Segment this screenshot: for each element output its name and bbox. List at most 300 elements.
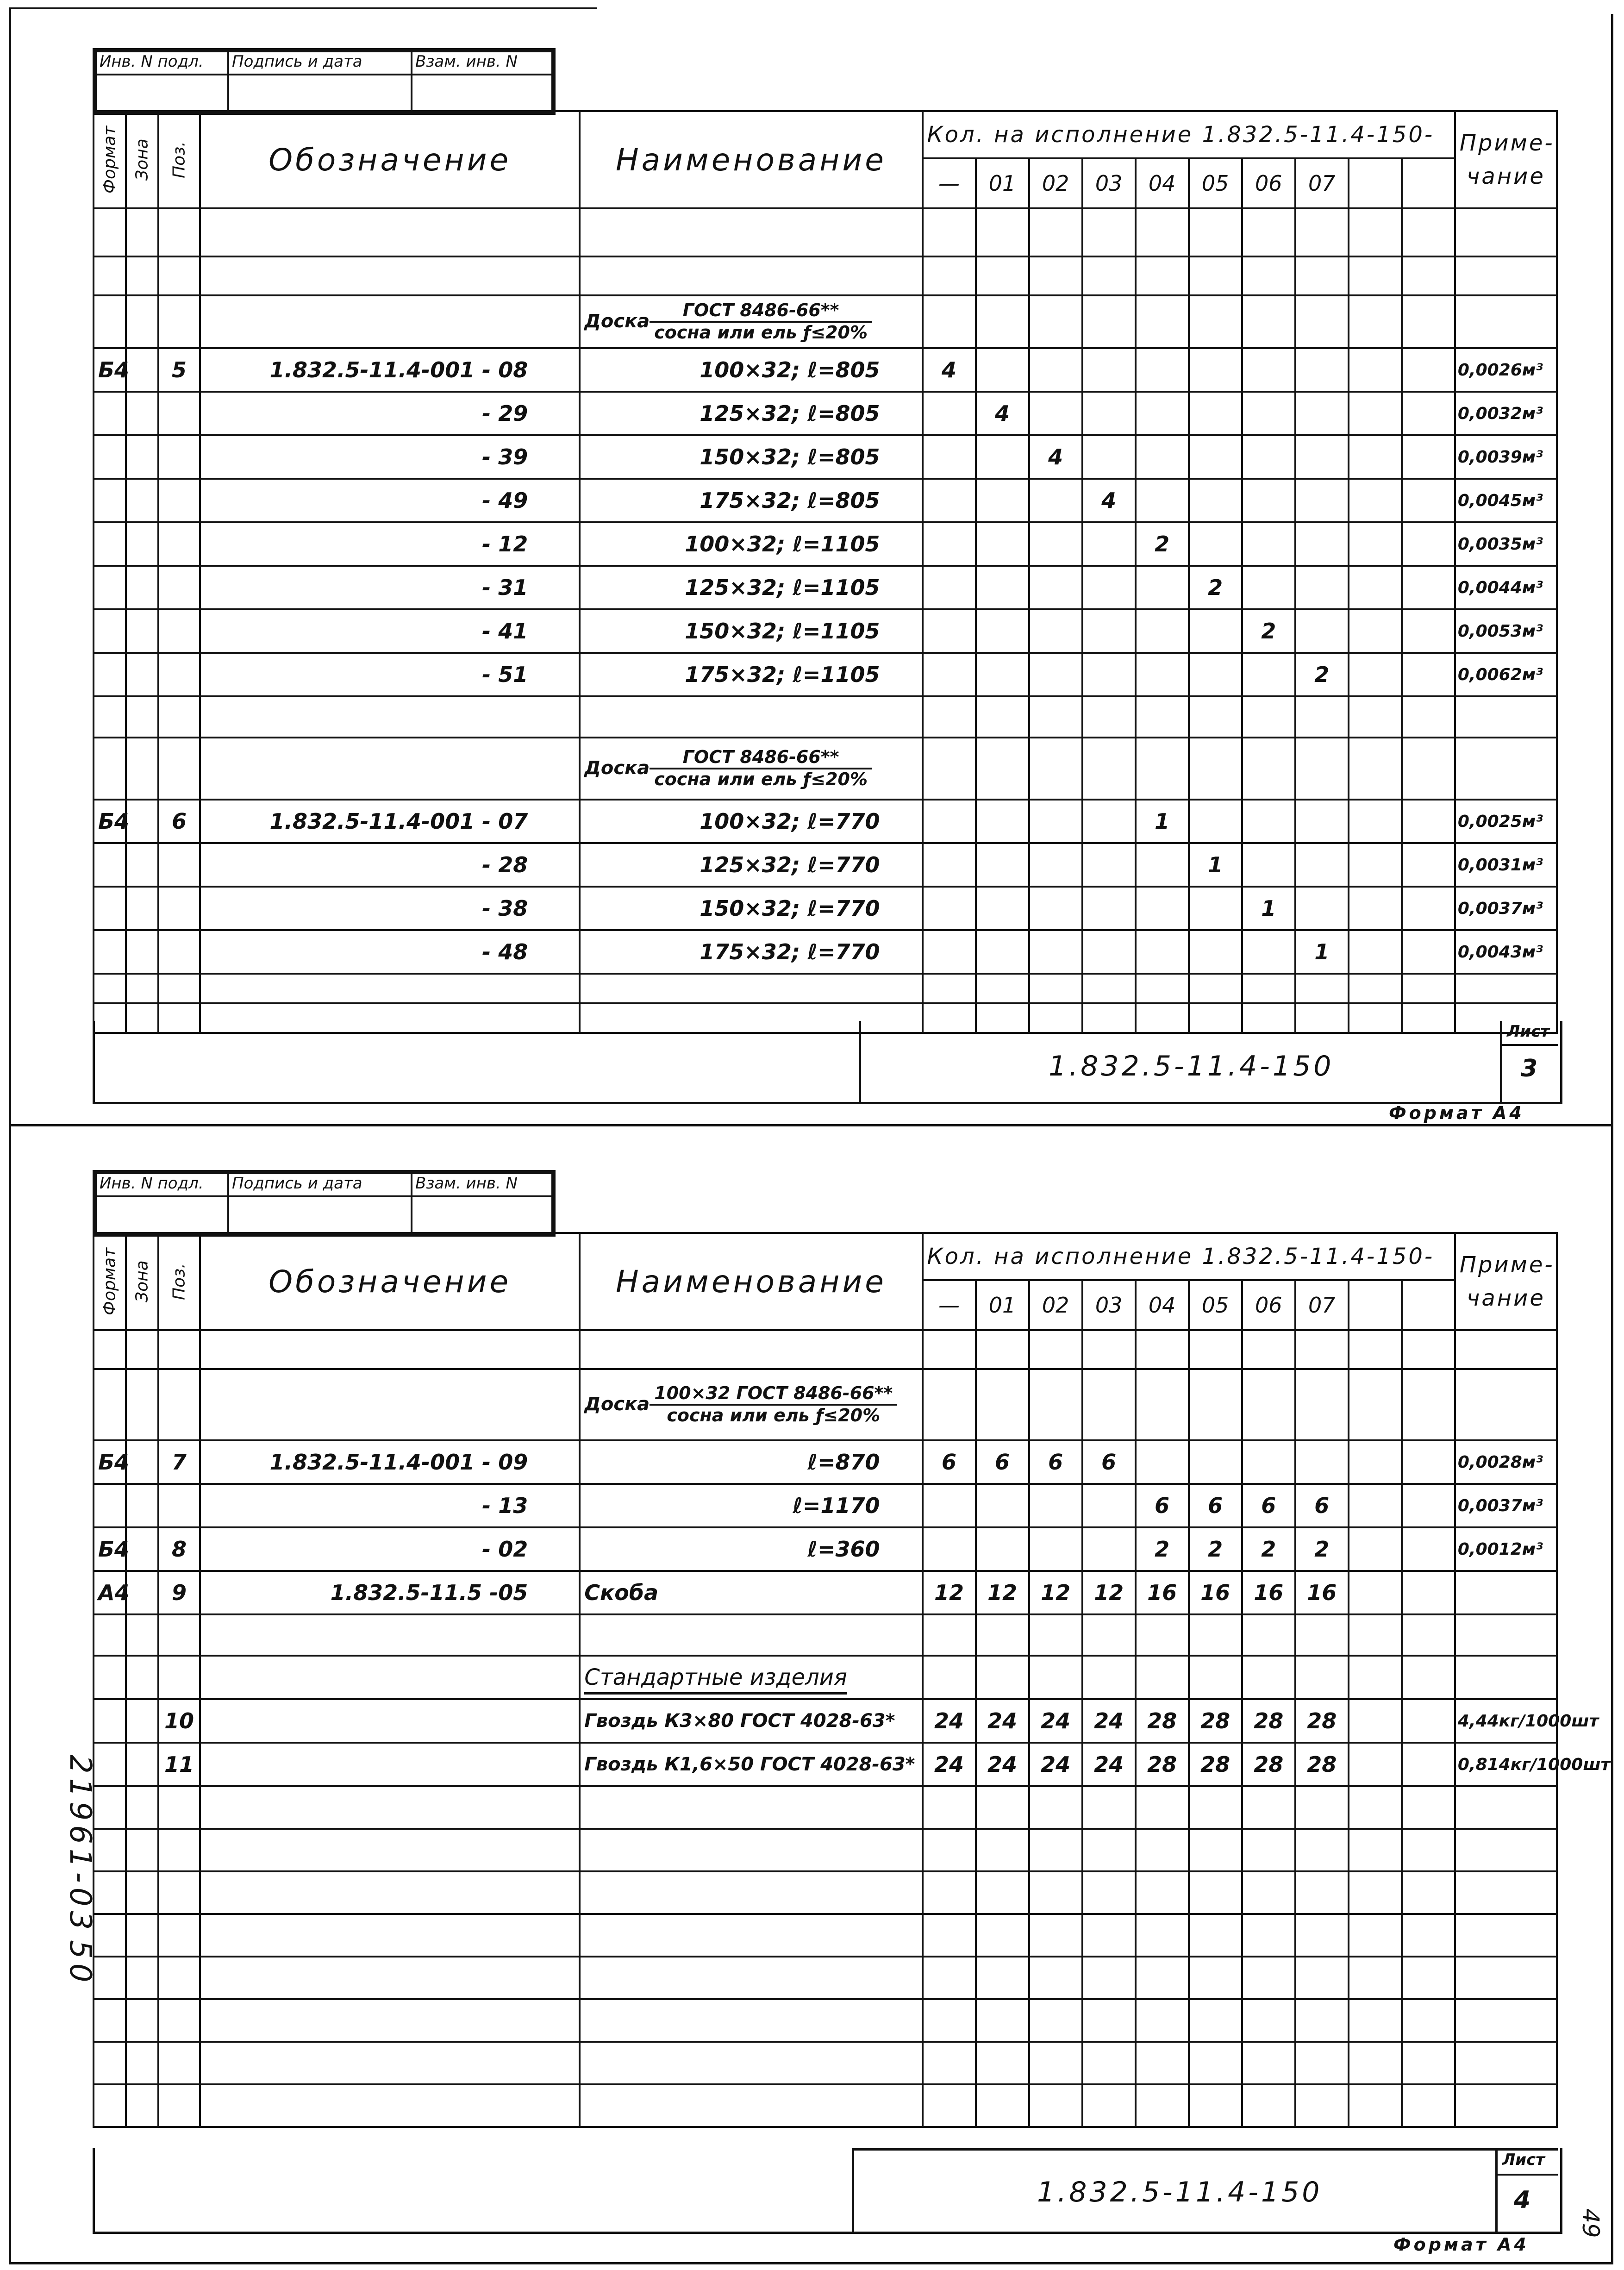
empty-cell	[1402, 295, 1455, 348]
empty-cell	[1455, 1957, 1557, 1999]
empty-cell	[923, 738, 976, 800]
row-format	[94, 392, 126, 435]
empty-cell	[1242, 295, 1295, 348]
row-poz: 9	[158, 1571, 200, 1614]
empty-cell	[1136, 1330, 1189, 1369]
row-zona	[126, 930, 158, 974]
empty-cell	[200, 1656, 580, 1699]
empty-cell	[1295, 295, 1349, 348]
qty-col-header: 06	[1242, 1280, 1295, 1330]
empty-cell	[1349, 2042, 1402, 2084]
empty-cell	[1082, 1999, 1136, 2042]
qty-col-header	[1349, 1280, 1402, 1330]
empty-cell	[580, 974, 922, 1003]
empty-cell	[126, 1786, 158, 1829]
empty-cell	[1082, 1369, 1136, 1440]
row-qty: 28	[1189, 1699, 1242, 1743]
row-name: 150×32; ℓ=770	[580, 887, 922, 930]
row-name: ℓ=870	[580, 1440, 922, 1484]
empty-cell	[1029, 256, 1082, 295]
row-qty	[923, 1484, 976, 1527]
empty-cell	[126, 2042, 158, 2084]
empty-cell	[1295, 1999, 1349, 2042]
row-qty: 1	[1295, 930, 1349, 974]
empty-cell	[1349, 2084, 1402, 2127]
empty-cell	[1455, 974, 1557, 1003]
empty-cell	[1189, 738, 1242, 800]
table-row	[94, 435, 1557, 479]
empty-cell	[94, 256, 126, 295]
row-qty	[1349, 479, 1402, 522]
empty-cell	[1029, 1330, 1082, 1369]
row-qty	[1295, 843, 1349, 887]
table-row	[94, 479, 1557, 522]
empty-cell	[1189, 974, 1242, 1003]
footer-block-sheet4	[93, 2148, 1562, 2234]
row-designation: - 28	[200, 843, 580, 887]
row-qty: 28	[1295, 1699, 1349, 1743]
empty-cell	[126, 1829, 158, 1871]
row-zona	[126, 1699, 158, 1743]
empty-cell	[1455, 2084, 1557, 2127]
row-note: 0,0028м³	[1455, 1440, 1557, 1484]
empty-cell	[1136, 1957, 1189, 1999]
row-qty	[1402, 522, 1455, 566]
group-material: сосна или ель ƒ≤20%	[667, 1405, 881, 1426]
group-fraction	[650, 300, 872, 343]
row-name: Гвоздь К3×80 ГОСТ 4028-63*	[580, 1699, 922, 1743]
empty-cell	[923, 2042, 976, 2084]
row-qty: 6	[1082, 1440, 1136, 1484]
row-qty	[1082, 930, 1136, 974]
empty-cell	[200, 2042, 580, 2084]
row-qty	[1242, 479, 1295, 522]
empty-cell	[923, 1786, 976, 1829]
empty-cell	[1455, 1871, 1557, 1914]
row-qty	[1029, 653, 1082, 696]
row-qty	[1349, 1527, 1402, 1571]
empty-cell	[1455, 1786, 1557, 1829]
row-qty	[1082, 435, 1136, 479]
page-bottom-line	[9, 2262, 1613, 2264]
row-qty: 24	[1029, 1699, 1082, 1743]
qty-col-header: 02	[1029, 158, 1082, 208]
row-qty: 16	[1189, 1571, 1242, 1614]
empty-cell	[1029, 974, 1082, 1003]
row-format: Б4	[94, 348, 126, 392]
empty-row	[94, 2042, 1557, 2084]
row-name: 100×32; ℓ=805	[580, 348, 922, 392]
row-qty: 28	[1295, 1743, 1349, 1786]
row-qty	[1295, 609, 1349, 653]
row-note: 0,0037м³	[1455, 1484, 1557, 1527]
table-row	[94, 609, 1557, 653]
row-qty	[1349, 1571, 1402, 1614]
row-zona	[126, 843, 158, 887]
empty-cell	[976, 256, 1029, 295]
row-qty: 24	[923, 1743, 976, 1786]
group-title	[580, 295, 922, 348]
empty-cell	[1189, 696, 1242, 738]
row-qty: 2	[1242, 1527, 1295, 1571]
empty-cell	[1455, 256, 1557, 295]
row-qty	[1402, 1527, 1455, 1571]
empty-cell	[1082, 696, 1136, 738]
row-qty	[1349, 1440, 1402, 1484]
empty-cell	[976, 295, 1029, 348]
row-qty: 16	[1242, 1571, 1295, 1614]
empty-cell	[1136, 2042, 1189, 2084]
row-qty	[1402, 392, 1455, 435]
empty-cell	[1189, 256, 1242, 295]
list-num-sheet3: 3	[1521, 1055, 1538, 1082]
empty-cell	[200, 1369, 580, 1440]
empty-cell	[1349, 1914, 1402, 1957]
row-qty	[1189, 435, 1242, 479]
stamp-vzam: Взам. инв. N	[412, 51, 552, 75]
table-row	[94, 1527, 1557, 1571]
empty-cell	[1082, 1614, 1136, 1656]
empty-cell	[976, 2084, 1029, 2127]
empty-cell	[580, 256, 922, 295]
row-qty: 6	[923, 1440, 976, 1484]
empty-cell	[1242, 2042, 1295, 2084]
row-qty	[976, 348, 1029, 392]
row-note: 0,0062м³	[1455, 653, 1557, 696]
group-prefix: Доска	[584, 311, 650, 332]
empty-cell	[1295, 1330, 1349, 1369]
row-qty	[976, 522, 1029, 566]
row-qty	[1136, 843, 1189, 887]
row-poz	[158, 435, 200, 479]
row-qty	[1402, 887, 1455, 930]
empty-cell	[923, 1330, 976, 1369]
row-qty	[1402, 566, 1455, 609]
row-name: Скоба	[580, 1571, 922, 1614]
empty-cell	[923, 1614, 976, 1656]
empty-cell	[94, 1999, 126, 2042]
empty-cell	[1349, 295, 1402, 348]
empty-cell	[1455, 1369, 1557, 1440]
empty-cell	[976, 974, 1029, 1003]
empty-cell	[1242, 1786, 1295, 1829]
empty-cell	[126, 2084, 158, 2127]
row-qty: 1	[1136, 800, 1189, 843]
row-qty	[1349, 392, 1402, 435]
empty-cell	[1295, 208, 1349, 256]
empty-cell	[1349, 1614, 1402, 1656]
row-qty: 4	[1082, 479, 1136, 522]
empty-cell	[976, 738, 1029, 800]
row-qty: 4	[1029, 435, 1082, 479]
row-qty	[1242, 435, 1295, 479]
empty-cell	[580, 1914, 922, 1957]
row-qty	[1242, 800, 1295, 843]
stamp-cell	[228, 1196, 412, 1233]
empty-row	[94, 1829, 1557, 1871]
empty-cell	[200, 696, 580, 738]
empty-cell	[1455, 208, 1557, 256]
empty-cell	[158, 1914, 200, 1957]
empty-cell	[1402, 1369, 1455, 1440]
side-number: 50	[63, 1940, 97, 1987]
row-qty	[1402, 930, 1455, 974]
row-designation: - 48	[200, 930, 580, 974]
group-title-row	[94, 295, 1557, 348]
row-qty	[1082, 522, 1136, 566]
col-note	[1455, 111, 1557, 208]
row-qty	[1136, 653, 1189, 696]
empty-cell	[1242, 1957, 1295, 1999]
empty-cell	[126, 1330, 158, 1369]
row-qty	[1402, 1440, 1455, 1484]
row-qty: 24	[1029, 1743, 1082, 1786]
row-qty	[976, 609, 1029, 653]
footer-code-sheet3: 1.832.5-11.4-150	[1049, 1050, 1334, 1082]
col-zona: Зона	[126, 1233, 158, 1330]
empty-cell	[1349, 738, 1402, 800]
empty-cell	[1029, 1871, 1082, 1914]
row-qty: 6	[1136, 1484, 1189, 1527]
row-qty	[1082, 348, 1136, 392]
row-qty	[923, 609, 976, 653]
row-qty: 2	[1136, 522, 1189, 566]
row-name: ℓ=360	[580, 1527, 922, 1571]
row-qty	[976, 653, 1029, 696]
empty-cell	[94, 1957, 126, 1999]
empty-cell	[158, 1871, 200, 1914]
row-qty	[976, 1484, 1029, 1527]
row-zona	[126, 609, 158, 653]
table-row	[94, 653, 1557, 696]
empty-cell	[126, 738, 158, 800]
empty-cell	[1029, 1999, 1082, 2042]
empty-cell	[1136, 1914, 1189, 1957]
row-qty	[976, 930, 1029, 974]
row-qty	[1349, 522, 1402, 566]
empty-cell	[1189, 1786, 1242, 1829]
row-designation: 1.832.5-11.4-001 - 09	[200, 1440, 580, 1484]
empty-cell	[200, 1829, 580, 1871]
row-poz: 8	[158, 1527, 200, 1571]
empty-cell	[1295, 1369, 1349, 1440]
row-designation: - 31	[200, 566, 580, 609]
row-qty: 2	[1295, 1527, 1349, 1571]
empty-cell	[923, 1914, 976, 1957]
empty-cell	[1082, 2042, 1136, 2084]
empty-cell	[1082, 295, 1136, 348]
empty-cell	[1242, 2084, 1295, 2127]
col-poz: Поз.	[158, 111, 200, 208]
empty-cell	[1189, 1829, 1242, 1871]
row-qty	[1402, 348, 1455, 392]
empty-cell	[158, 1786, 200, 1829]
row-note: 0,0035м³	[1455, 522, 1557, 566]
row-zona	[126, 566, 158, 609]
empty-cell	[1455, 1914, 1557, 1957]
table-row	[94, 566, 1557, 609]
row-qty	[1082, 887, 1136, 930]
row-qty: 2	[1136, 1527, 1189, 1571]
empty-cell	[1295, 738, 1349, 800]
row-qty	[1189, 800, 1242, 843]
row-qty	[1082, 566, 1136, 609]
row-note: 0,0037м³	[1455, 887, 1557, 930]
col-designation: Обозначение	[200, 111, 580, 208]
row-qty	[1295, 435, 1349, 479]
empty-cell	[1082, 1330, 1136, 1369]
empty-cell	[94, 1614, 126, 1656]
row-note: 0,0032м³	[1455, 392, 1557, 435]
row-qty	[1082, 1484, 1136, 1527]
row-qty	[1402, 1699, 1455, 1743]
empty-cell	[126, 256, 158, 295]
row-qty	[976, 800, 1029, 843]
empty-cell	[1402, 1829, 1455, 1871]
table-row	[94, 930, 1557, 974]
empty-cell	[1402, 696, 1455, 738]
row-note: 0,0043м³	[1455, 930, 1557, 974]
empty-cell	[1136, 1369, 1189, 1440]
qty-col-header: 04	[1136, 1280, 1189, 1330]
group-standard: ГОСТ 8486-66**	[650, 747, 872, 769]
col-name: Наименование	[580, 1233, 922, 1330]
empty-cell	[158, 1656, 200, 1699]
row-qty	[1029, 1527, 1082, 1571]
empty-cell	[1029, 696, 1082, 738]
stamp-sign-date: Подпись и дата	[228, 51, 412, 75]
qty-col-header: 07	[1295, 158, 1349, 208]
empty-cell	[94, 696, 126, 738]
row-designation: 1.832.5-11.4-001 - 07	[200, 800, 580, 843]
empty-cell	[1189, 2084, 1242, 2127]
row-zona	[126, 800, 158, 843]
row-designation: 1.832.5-11.5 -05	[200, 1571, 580, 1614]
empty-row	[94, 1957, 1557, 1999]
row-qty: 6	[976, 1440, 1029, 1484]
empty-cell	[1402, 974, 1455, 1003]
row-name: 175×32; ℓ=1105	[580, 653, 922, 696]
row-qty	[1242, 392, 1295, 435]
row-name: Гвоздь К1,6×50 ГОСТ 4028-63*	[580, 1743, 922, 1786]
empty-cell	[94, 208, 126, 256]
qty-col-header	[1402, 1280, 1455, 1330]
empty-cell	[158, 1369, 200, 1440]
row-qty: 4	[976, 392, 1029, 435]
row-qty: 12	[1029, 1571, 1082, 1614]
empty-cell	[158, 1330, 200, 1369]
row-designation: - 02	[200, 1527, 580, 1571]
empty-cell	[1242, 208, 1295, 256]
row-qty: 2	[1189, 566, 1242, 609]
row-qty	[1136, 348, 1189, 392]
empty-cell	[94, 1829, 126, 1871]
empty-cell	[94, 2084, 126, 2127]
stamp-cell	[412, 1196, 552, 1233]
row-zona	[126, 887, 158, 930]
row-qty	[923, 653, 976, 696]
group-prefix: Доска	[584, 757, 650, 779]
empty-cell	[158, 2084, 200, 2127]
empty-cell	[1136, 974, 1189, 1003]
empty-cell	[976, 696, 1029, 738]
empty-cell	[580, 1786, 922, 1829]
empty-cell	[923, 1829, 976, 1871]
empty-cell	[1402, 1330, 1455, 1369]
empty-cell	[158, 256, 200, 295]
page-right-line	[1611, 14, 1613, 2264]
empty-cell	[94, 1656, 126, 1699]
row-poz	[158, 930, 200, 974]
row-format	[94, 887, 126, 930]
col-format: Формат	[94, 1233, 126, 1330]
empty-cell	[1242, 1369, 1295, 1440]
row-qty	[1402, 843, 1455, 887]
row-format	[94, 843, 126, 887]
row-qty: 28	[1242, 1743, 1295, 1786]
row-qty	[1029, 522, 1082, 566]
empty-cell	[1029, 2042, 1082, 2084]
row-format	[94, 653, 126, 696]
empty-cell	[158, 2042, 200, 2084]
spec-table-sheet4	[93, 1232, 1611, 2128]
qty-col-header: 03	[1082, 1280, 1136, 1330]
row-qty	[923, 1527, 976, 1571]
row-format: Б4	[94, 1440, 126, 1484]
empty-cell	[1349, 696, 1402, 738]
empty-cell	[1189, 1914, 1242, 1957]
col-note-top: Приме-	[1459, 130, 1555, 156]
empty-cell	[1189, 1999, 1242, 2042]
empty-cell	[200, 295, 580, 348]
empty-cell	[1082, 1786, 1136, 1829]
row-poz: 11	[158, 1743, 200, 1786]
row-qty: 24	[923, 1699, 976, 1743]
col-qty-title: Кол. на исполнение 1.832.5-11.4-150-	[923, 111, 1455, 158]
qty-col-header: 04	[1136, 158, 1189, 208]
empty-cell	[1242, 256, 1295, 295]
row-designation: - 39	[200, 435, 580, 479]
empty-cell	[1189, 1330, 1242, 1369]
empty-cell	[923, 1999, 976, 2042]
row-qty	[1189, 653, 1242, 696]
empty-cell	[158, 974, 200, 1003]
empty-cell	[923, 974, 976, 1003]
empty-cell	[1029, 1369, 1082, 1440]
row-designation: - 41	[200, 609, 580, 653]
row-qty	[976, 435, 1029, 479]
empty-cell	[923, 256, 976, 295]
empty-cell	[1029, 295, 1082, 348]
table-row	[94, 843, 1557, 887]
empty-cell	[158, 208, 200, 256]
empty-row	[94, 1330, 1557, 1369]
table-row	[94, 1440, 1557, 1484]
row-format	[94, 930, 126, 974]
group-material: сосна или ель ƒ≤20%	[654, 322, 868, 343]
empty-cell	[200, 1330, 580, 1369]
empty-cell	[158, 1999, 200, 2042]
empty-cell	[1242, 1914, 1295, 1957]
group-material: сосна или ель ƒ≤20%	[654, 769, 868, 789]
stamp-cell	[228, 75, 412, 112]
sheet-divider	[9, 1124, 1613, 1126]
empty-cell	[1402, 1914, 1455, 1957]
table-row	[94, 800, 1557, 843]
empty-cell	[1242, 1656, 1295, 1699]
empty-cell	[1189, 1614, 1242, 1656]
col-note-top: Приме-	[1459, 1252, 1555, 1278]
